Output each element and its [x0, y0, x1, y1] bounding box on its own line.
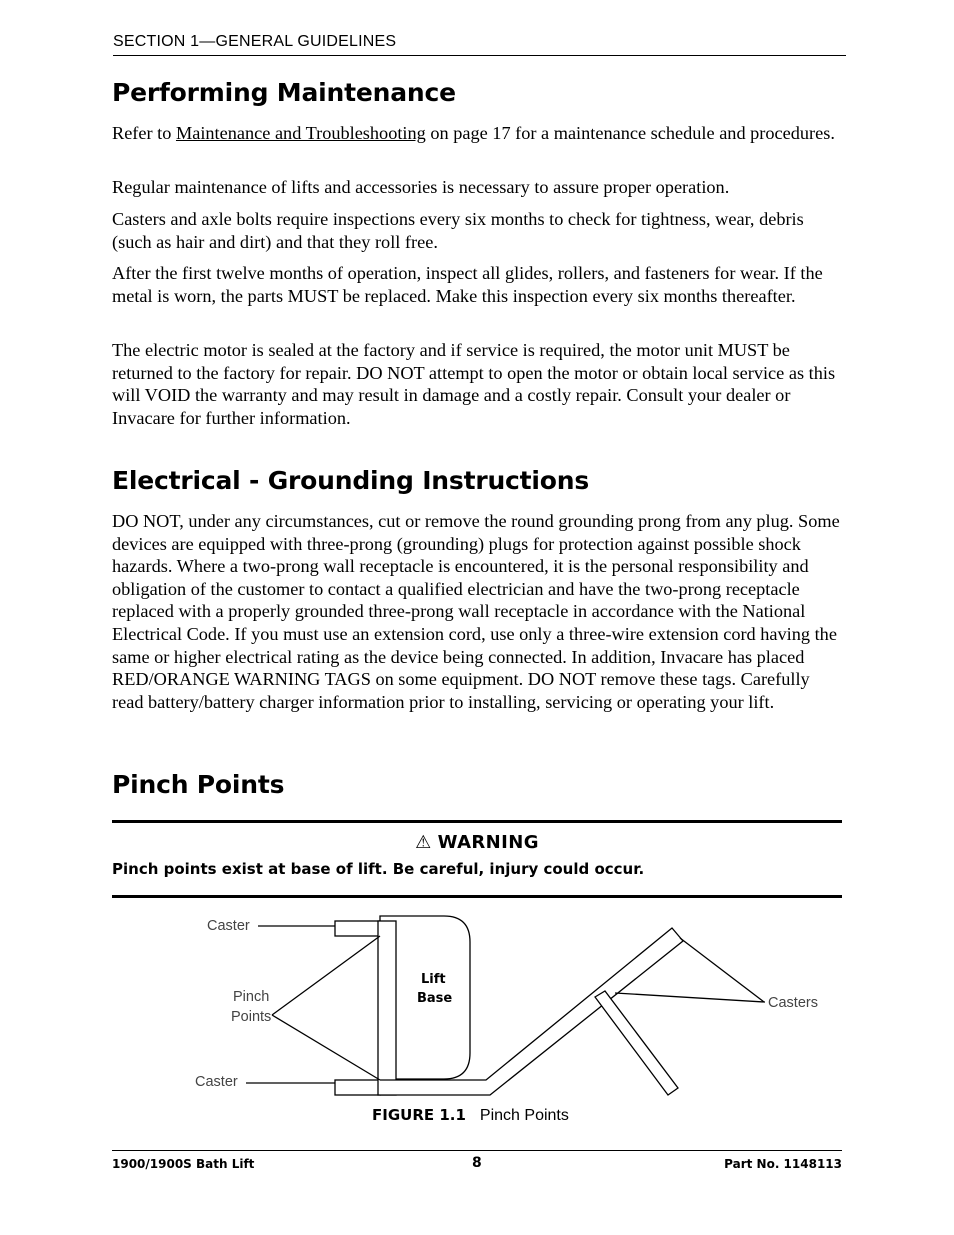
- footer-page-number: 8: [472, 1155, 482, 1171]
- heading-pinch-points: Pinch Points: [112, 770, 285, 799]
- pinch-points-figure: [190, 905, 830, 1105]
- maintenance-p1-pre: Refer to: [112, 123, 176, 143]
- label-caster-top: Caster: [207, 918, 250, 934]
- maintenance-paragraph-2: Regular maintenance of lifts and accessories is necessary to assure proper operation.: [112, 177, 730, 197]
- maintenance-p1-post: on page 17 for a maintenance schedule and procedures.: [425, 123, 835, 143]
- warning-text: Pinch points exist at base of lift. Be careful, injury could occur.: [112, 860, 645, 878]
- footer-product: 1900/1900S Bath Lift: [112, 1157, 255, 1171]
- footer-rule: [112, 1150, 842, 1151]
- section-header: SECTION 1—GENERAL GUIDELINES: [113, 33, 846, 56]
- label-caster-bottom: Caster: [195, 1074, 238, 1090]
- label-lift: Lift: [421, 972, 446, 987]
- label-points: Points: [231, 1009, 272, 1025]
- warning-box: [112, 820, 842, 898]
- lift-post: [378, 921, 396, 1095]
- caster-bracket: [595, 991, 678, 1095]
- maintenance-paragraph-1: [112, 122, 840, 145]
- heading-performing-maintenance: Performing Maintenance: [112, 78, 456, 107]
- figure-number: FIGURE 1.1: [372, 1106, 466, 1124]
- label-casters: Casters: [768, 995, 818, 1011]
- electrical-paragraph-1: DO NOT, under any circumstances, cut or remove the round grounding prong from any plug. Some devices are equipped with three-prong (grounding) plugs for protection against possible shock hazards. Where a two-prong wall receptacle is encountered, it is the personal responsibility and obligation of the customer to contact a qualified electrician and have the two-prong receptacle replaced with a properly grounded three-prong wall receptacle in accordance with the National Electrical Code. If you must use an extension cord, use only a three-wire extension cord having the same or higher electrical rating as the device being connected. In addition, Invacare has placed RED/ORANGE WARNING TAGS on some equipment. DO NOT remove these tags. Carefully read battery/battery charger information prior to installing, servicing or operating your lift.: [112, 511, 840, 712]
- warning-title: [112, 832, 842, 853]
- maintenance-troubleshooting-link[interactable]: Maintenance and Troubleshooting: [175, 123, 426, 143]
- warning-icon: ⚠: [415, 832, 432, 853]
- maintenance-paragraph-4: After the first twelve months of operation, inspect all glides, rollers, and fasteners for wear. If the metal is worn, the parts MUST be replaced. Make this inspection every six months thereafter.: [112, 263, 823, 306]
- figure-caption: [372, 1106, 569, 1125]
- label-pinch: Pinch: [233, 989, 270, 1005]
- figure-caption-text: Pinch Points: [479, 1107, 569, 1124]
- caster-top-block: [335, 921, 380, 936]
- heading-electrical-grounding: Electrical - Grounding Instructions: [112, 466, 590, 495]
- maintenance-paragraph-5: The electric motor is sealed at the factory and if service is required, the motor unit MUST be returned to the factory for repair. DO NOT attempt to open the motor or obtain local service as this will VOID the warranty and may result in damage and a costly repair. Consult your dealer or Invacare for further information.: [112, 340, 836, 428]
- label-base: Base: [417, 991, 453, 1006]
- maintenance-paragraph-3: Casters and axle bolts require inspections every six months to check for tightness, wear, debris (such as hair and dirt) and that they roll free.: [112, 209, 804, 252]
- warning-title-text: WARNING: [437, 832, 539, 853]
- caster-bottom-block: [335, 1080, 380, 1095]
- footer-part-number: Part No. 1148113: [724, 1157, 842, 1171]
